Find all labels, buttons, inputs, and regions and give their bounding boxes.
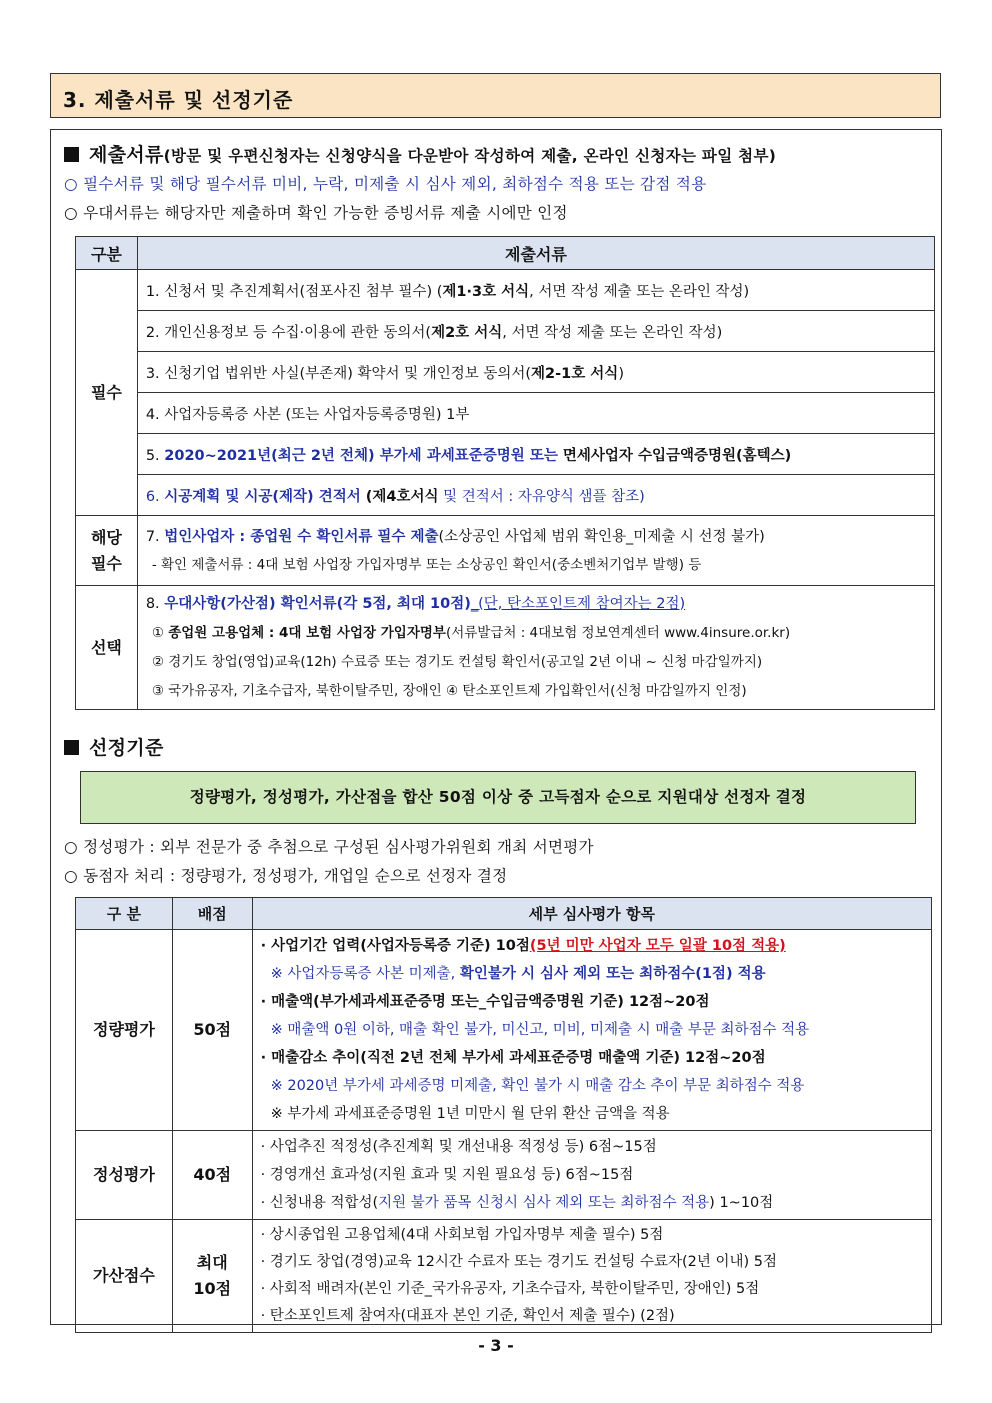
square-bullet-icon bbox=[64, 740, 79, 755]
bonus-score: 최대 10점 bbox=[172, 1220, 252, 1333]
table-row bbox=[76, 475, 935, 516]
documents-table bbox=[75, 236, 935, 710]
page-number: - 3 - bbox=[478, 1336, 514, 1355]
table-row bbox=[76, 1220, 932, 1333]
category-required: 필수 bbox=[76, 270, 138, 516]
doc-item-8: 8. 우대사항(가산점) 확인서류(각 5점, 최대 10점)_(단, 탄소포인트제 참여자는 2점) ① 종업원 고용업체 : 4대 보험 사업장 가입자명부(서류발급처 : 4대보험 정보연계센터 www.4insure.or.kr) ② 경기도 창업(영업)교육(12h) 수료증 또는 경기도 컨설팅 확인서(공고일 2년 이내 ~ 신청 마감일까지) ③ 국가유공자, 기초수급자, 북한이탈주민, 장애인 ④ 탄소포인트제 가입확인서(신청 마감일까지 인정) bbox=[137, 586, 934, 710]
criteria-heading-row bbox=[64, 733, 164, 760]
header-category: 구 분 bbox=[76, 898, 173, 930]
doc-item-5: 5. 2020~2021년(최근 2년 전체) 부가세 과세표준증명원 또는 면세사업자 수입금액증명원(홈텍스) bbox=[137, 434, 934, 475]
doc-item-6: 6. 시공계획 및 시공(제작) 견적서 (제4호서식 및 견적서 : 자유양식 샘플 참조) bbox=[137, 475, 934, 516]
table-row bbox=[76, 434, 935, 475]
bonus-items: · 상시종업원 고용업체(4대 사회보험 가입자명부 제출 필수) 5점 · 경기도 창업(경영)교육 12시간 수료자 또는 경기도 컨설팅 수료자(2년 이내) 5점 · 사회적 배려자(본인 기준_국가유공자, 기초수급자, 북한이탈주민, 장애인) 5점 · 탄소포인트제 참여자(대표자 본인 기준, 확인서 제출 필수) (2점) bbox=[252, 1220, 931, 1333]
submit-bullet-1: ○ 필수서류 및 해당 필수서류 미비, 누락, 미제출 시 심사 제외, 최하점수 적용 또는 감점 적용 bbox=[64, 175, 707, 193]
selection-banner: 정량평가, 정성평가, 가산점을 합산 50점 이상 중 고득점자 순으로 지원대상 선정자 결정 bbox=[80, 771, 916, 824]
criteria-bullet-1: ○ 정성평가 : 외부 전문가 중 추첨으로 구성된 심사평가위원회 개최 서면평가 bbox=[64, 838, 594, 856]
category-applicable: 해당 필수 bbox=[76, 516, 138, 586]
header-score: 배점 bbox=[172, 898, 252, 930]
quantitative-score: 50점 bbox=[172, 930, 252, 1131]
submit-heading-row bbox=[64, 140, 776, 167]
table-row bbox=[76, 1131, 932, 1220]
category-optional: 선택 bbox=[76, 586, 138, 710]
submit-heading-note: (방문 및 우편신청자는 신청양식을 다운받아 작성하여 제출, 온라인 신청자는 파일 첨부) bbox=[163, 147, 777, 165]
header-documents: 제출서류 bbox=[137, 237, 934, 270]
submit-bullet-2: ○ 우대서류는 해당자만 제출하며 확인 가능한 증빙서류 제출 시에만 인정 bbox=[64, 204, 568, 222]
table-row bbox=[76, 586, 935, 710]
criteria-heading: 선정기준 bbox=[89, 737, 164, 759]
table-row bbox=[76, 270, 935, 311]
qualitative-label: 정성평가 bbox=[76, 1131, 173, 1220]
quantitative-label: 정량평가 bbox=[76, 930, 173, 1131]
doc-item-2: 2. 개인신용정보 등 수집·이용에 관한 동의서(제2호 서식, 서면 작성 제출 또는 온라인 작성) bbox=[137, 311, 934, 352]
doc-item-7: 7. 법인사업자 : 종업원 수 확인서류 필수 제출(소상공인 사업체 범위 확인용_미제출 시 선정 불가) - 확인 제출서류 : 4대 보험 사업장 가입자명부 또는 소상공인 확인서(중소벤처기업부 발행) 등 bbox=[137, 516, 934, 586]
table-header bbox=[76, 898, 932, 930]
submit-heading: 제출서류 bbox=[89, 144, 164, 166]
table-row bbox=[76, 516, 935, 586]
table-row bbox=[76, 311, 935, 352]
qualitative-score: 40점 bbox=[172, 1131, 252, 1220]
evaluation-table bbox=[75, 897, 932, 1333]
table-row bbox=[76, 930, 932, 1131]
qualitative-items: · 사업추진 적정성(추진계획 및 개선내용 적정성 등) 6점~15점 · 경영개선 효과성(지원 효과 및 지원 필요성 등) 6점~15점 · 신청내용 적합성(지원 불가 품목 신청시 심사 제외 또는 최하점수 적용) 1~10점 bbox=[252, 1131, 931, 1220]
header-items: 세부 심사평가 항목 bbox=[252, 898, 931, 930]
criteria-bullet-2: ○ 동점자 처리 : 정량평가, 정성평가, 개업일 순으로 선정자 결정 bbox=[64, 867, 508, 885]
header-category: 구분 bbox=[76, 237, 138, 270]
section-title: 3. 제출서류 및 선정기준 bbox=[50, 73, 941, 118]
doc-item-4: 4. 사업자등록증 사본 (또는 사업자등록증명원) 1부 bbox=[137, 393, 934, 434]
square-bullet-icon bbox=[64, 147, 79, 162]
table-header bbox=[76, 237, 935, 270]
table-row bbox=[76, 393, 935, 434]
doc-item-1: 1. 신청서 및 추진계획서(점포사진 첨부 필수) (제1·3호 서식, 서면 작성 제출 또는 온라인 작성) bbox=[137, 270, 934, 311]
bonus-label: 가산점수 bbox=[76, 1220, 173, 1333]
doc-item-3: 3. 신청기업 법위반 사실(부존재) 확약서 및 개인정보 동의서(제2-1호 서식) bbox=[137, 352, 934, 393]
table-row bbox=[76, 352, 935, 393]
quantitative-items: · 사업기간 업력(사업자등록증 기준) 10점(5년 미만 사업자 모두 일괄 10점 적용) ※ 사업자등록증 사본 미제출, 확인불가 시 심사 제외 또는 최하점수(1점) 적용 · 매출액(부가세과세표준증명 또는_수입금액증명원 기준) 12점~20점 ※ 매출액 0원 이하, 매출 확인 불가, 미신고, 미비, 미제출 시 매출 부문 최하점수 적용 · 매출감소 추이(직전 2년 전체 부가세 과세표준증명 매출액 기준) 12점~20점 ※ 2020년 부가세 과세증명 미제출, 확인 불가 시 매출 감소 추이 부문 최하점수 적용 ※ 부가세 과세표준증명원 1년 미만시 월 단위 환산 금액을 적용 bbox=[252, 930, 931, 1131]
